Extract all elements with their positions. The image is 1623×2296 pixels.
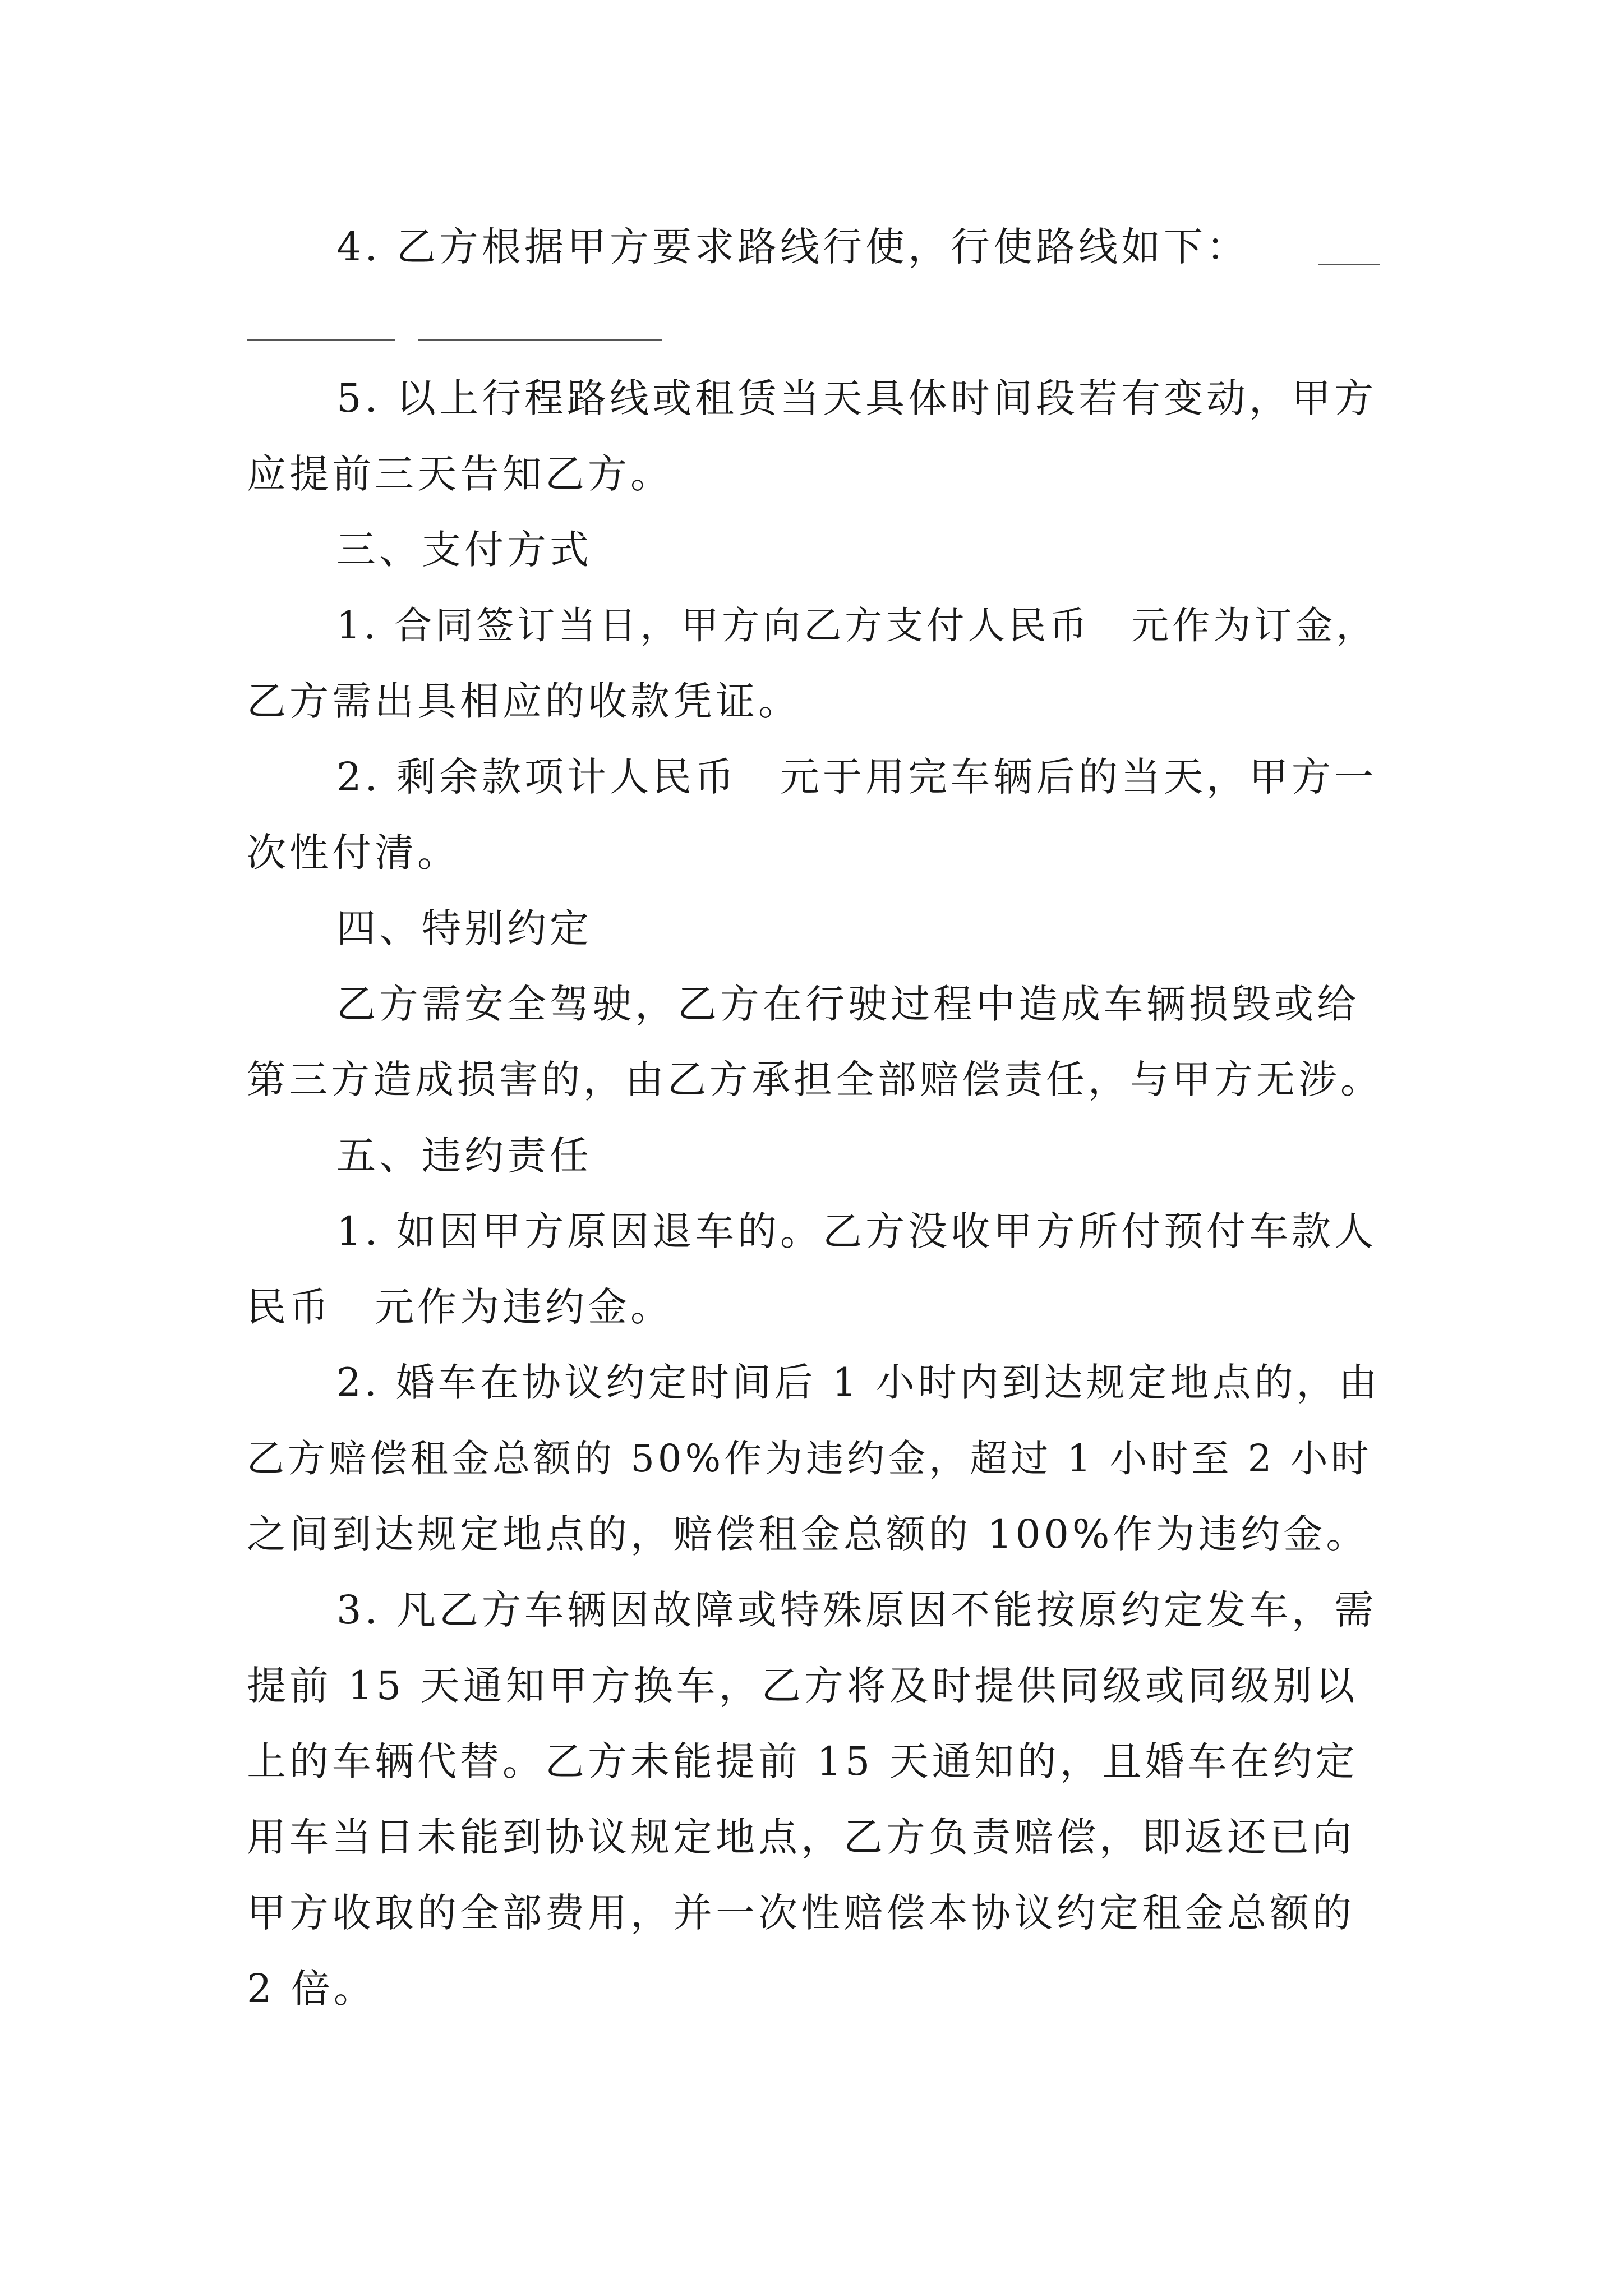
blank-underline — [247, 339, 395, 341]
clause-5-2-line-1: 2. 婚车在协议约定时间后 1 小时内到达规定地点的，由 — [336, 1360, 1381, 1405]
blank-underline — [1318, 264, 1380, 265]
clause-3-1-line-1: 1. 合同签订当日，甲方向乙方支付人民币 元作为订金， — [336, 604, 1377, 647]
clause-5-3-line-6: 2 倍。 — [247, 1966, 376, 2012]
clause-3-1-line-2: 乙方需出具相应的收款凭证。 — [247, 678, 801, 724]
clause-5-3-line-1: 3. 凡乙方车辆因故障或特殊原因不能按原约定发车，需 — [336, 1587, 1377, 1633]
clause-4-line-1: 乙方需安全驾驶，乙方在行驶过程中造成车辆损毁或给 — [336, 981, 1359, 1027]
clause-5-3-line-4: 用车当日未能到协议规定地点，乙方负责赔偿，即返还已向 — [247, 1814, 1355, 1860]
clause-5-1-line-2: 民币 元作为违约金。 — [247, 1284, 673, 1330]
clause-3-2-line-1: 2. 剩余款项计人民币 元于用完车辆后的当天，甲方一 — [336, 754, 1377, 800]
clause-2-5-line-1: 5. 以上行程路线或租赁当天具体时间段若有变动，甲方 — [336, 375, 1377, 421]
clause-5-1-line-1: 1. 如因甲方原因退车的。乙方没收甲方所付预付车款人 — [336, 1208, 1377, 1254]
clause-5-2-line-2: 乙方赔偿租金总额的 50%作为违约金，超过 1 小时至 2 小时 — [247, 1437, 1372, 1480]
clause-2-5-line-2: 应提前三天告知乙方。 — [247, 451, 673, 497]
clause-5-3-line-3: 上的车辆代替。乙方未能提前 15 天通知的，且婚车在约定 — [247, 1738, 1358, 1784]
clause-4-line-2: 第三方造成损害的，由乙方承担全部赔偿责任，与甲方无涉。 — [247, 1057, 1382, 1102]
clause-5-3-line-2: 提前 15 天通知甲方换车，乙方将及时提供同级或同级别以 — [247, 1663, 1358, 1709]
section-heading-payment: 三、支付方式 — [336, 527, 592, 573]
clause-3-2-line-2: 次性付清。 — [247, 830, 460, 876]
clause-2-4-line-1: 4. 乙方根据甲方要求路线行使，行使路线如下： — [336, 224, 1249, 270]
clause-5-3-line-5: 甲方收取的全部费用，并一次性赔偿本协议约定租金总额的 — [247, 1890, 1355, 1936]
section-heading-breach: 五、违约责任 — [336, 1133, 592, 1179]
blank-underline — [418, 339, 662, 341]
section-heading-special-terms: 四、特别约定 — [336, 905, 592, 951]
clause-5-2-line-3: 之间到达规定地点的，赔偿租金总额的 100%作为违约金。 — [247, 1511, 1369, 1557]
